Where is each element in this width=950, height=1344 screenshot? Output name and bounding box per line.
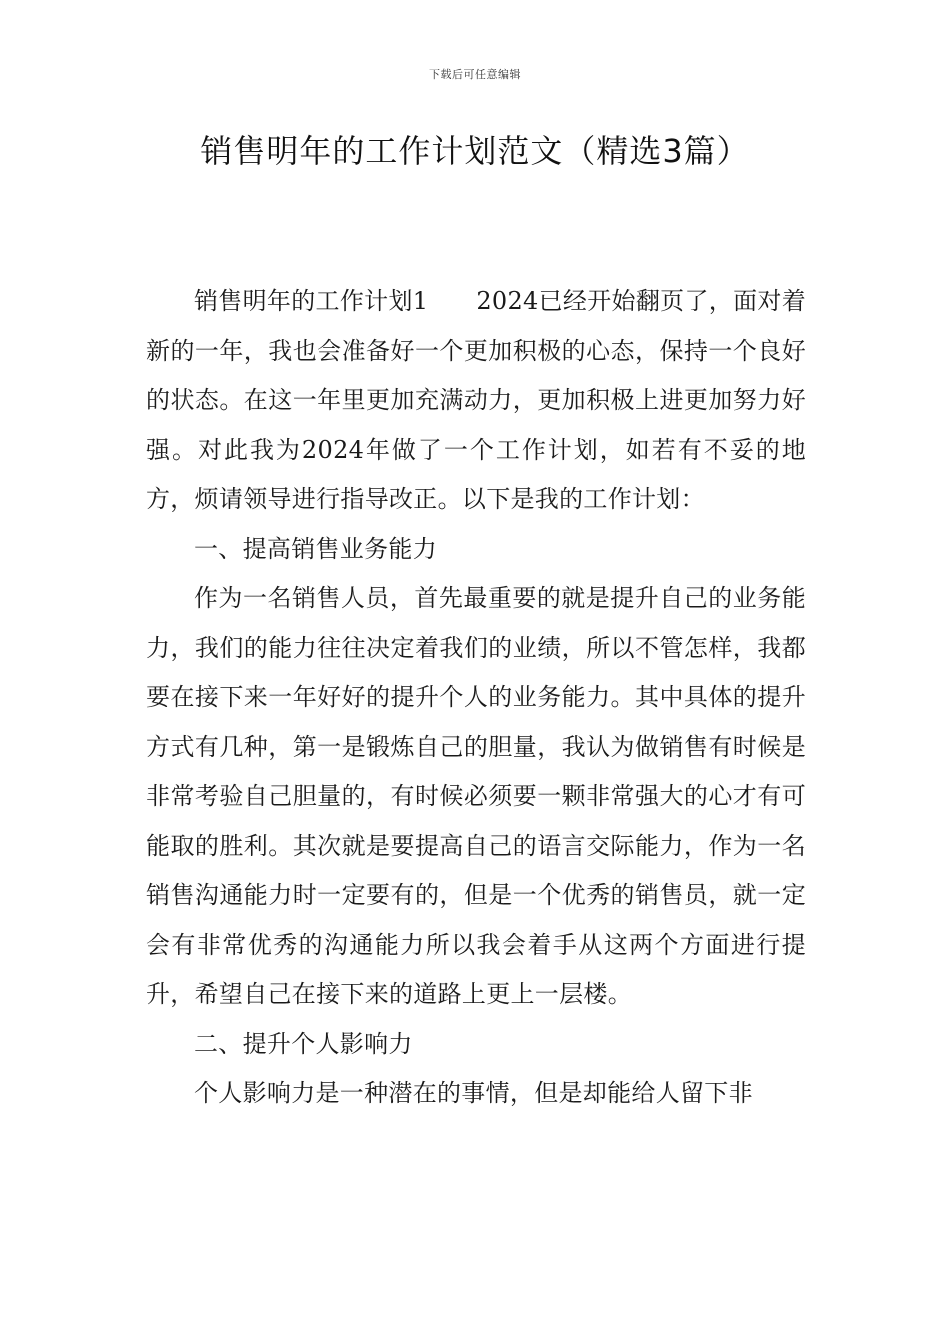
paragraph-intro xyxy=(146,277,806,525)
section-heading-plan-1: 销售明年的工作计划1 xyxy=(194,287,429,315)
paragraph: 个人影响力是一种潜在的事情，但是却能给人留下非 xyxy=(194,1079,753,1107)
section-heading: 一、提高销售业务能力 xyxy=(194,534,437,563)
document-title: 销售明年的工作计划范文（精选3篇） xyxy=(200,132,750,170)
document-body xyxy=(146,277,806,1119)
section-heading: 二、提升个人影响力 xyxy=(194,1029,413,1058)
header-note: 下载后可任意编辑 xyxy=(429,68,521,81)
paragraph-text: 2024已经开始翻页了，面对着新的一年，我也会准备好一个更加积极的心态，保持一个良好的状态。在这一年里更加充满动力，更加积极上进更加努力好强。对此我为2024年做了一个工作计划，如若有不妥的地方，烦请领导进行指导改正。以下是我的工作计划： xyxy=(146,287,806,513)
paragraph: 作为一名销售人员，首先最重要的就是提升自己的业务能力，我们的能力往往决定着我们的业绩，所以不管怎样，我都要在接下来一年好好的提升个人的业务能力。其中具体的提升方式有几种，第一是锻炼自己的胆量，我认为做销售有时候是非常考验自己胆量的，有时候必须要一颗非常强大的心才有可能取的胜利。其次就是要提高自己的语言交际能力，作为一名销售沟通能力时一定要有的，但是一个优秀的销售员，就一定会有非常优秀的沟通能力所以我会着手从这两个方面进行提升，希望自己在接下来的道路上更上一层楼。 xyxy=(146,584,806,1008)
